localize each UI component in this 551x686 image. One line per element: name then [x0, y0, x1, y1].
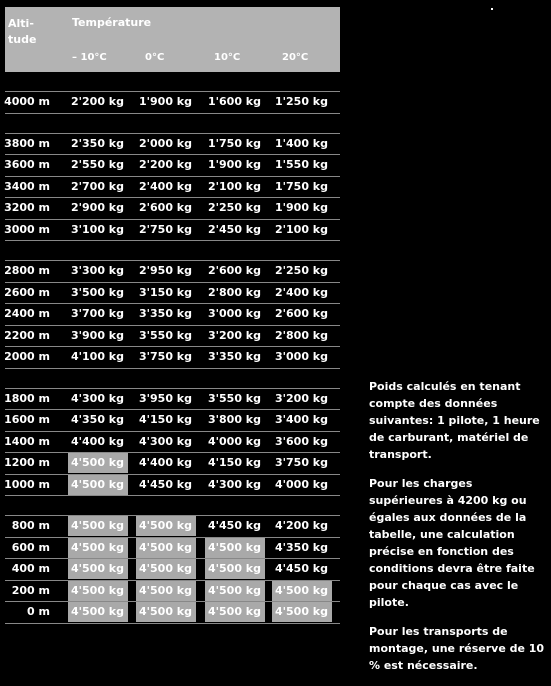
table-row [5, 134, 340, 156]
weight-cell: 2'950 kg [138, 264, 192, 277]
table-row [5, 602, 340, 624]
weight-cell: 4'500 kg [205, 602, 265, 622]
table-row [5, 177, 340, 199]
weight-cell: 3'950 kg [138, 391, 192, 405]
weight-cell: 1'600 kg [207, 95, 261, 108]
col-header-20: 20°C [282, 52, 309, 63]
weight-cell: 4'450 kg [207, 519, 261, 532]
weight-cell: 3'100 kg [70, 222, 124, 236]
group-spacer [5, 496, 340, 516]
weight-cell: 2'800 kg [274, 328, 328, 342]
weight-cell: 1'400 kg [274, 136, 328, 150]
weight-cell: 3'000 kg [207, 307, 261, 320]
weight-cell: 1'250 kg [274, 95, 328, 108]
weight-cell: 4'500 kg [272, 581, 332, 601]
col-header-0: 0°C [145, 52, 165, 63]
weight-cell: 4'500 kg [68, 475, 128, 495]
altitude-cell: 3400 m [4, 179, 50, 193]
weight-cell: 3'350 kg [138, 307, 192, 320]
weight-cell: 2'350 kg [70, 136, 124, 150]
weight-cell: 3'600 kg [274, 434, 328, 448]
weight-cell: 3'350 kg [207, 350, 261, 363]
table-row [5, 283, 340, 305]
weight-cell: 4'000 kg [207, 434, 261, 448]
weight-cell: 3'550 kg [207, 391, 261, 405]
weight-cell: 3'200 kg [207, 328, 261, 342]
table-header [5, 7, 340, 72]
weight-cell: 4'500 kg [68, 559, 128, 579]
altitude-cell: 2800 m [4, 264, 50, 277]
table-row [5, 198, 340, 220]
weight-cell: 1'750 kg [207, 136, 261, 150]
altitude-cell: 1400 m [4, 434, 50, 448]
group-spacer [5, 114, 340, 134]
table-row [5, 389, 340, 411]
weight-cell: 4'500 kg [68, 538, 128, 558]
payload-table [5, 72, 340, 624]
altitude-cell: 1000 m [4, 477, 50, 491]
col-header-minus10: – 10°C [72, 52, 107, 63]
notes [369, 378, 549, 686]
weight-cell: 2'200 kg [70, 95, 124, 108]
weight-cell: 4'000 kg [274, 477, 328, 491]
weight-cell: 1'750 kg [274, 179, 328, 193]
weight-cell: 4'500 kg [68, 581, 128, 601]
weight-cell: 4'100 kg [70, 350, 124, 363]
weight-cell: 4'350 kg [274, 540, 328, 554]
altitude-cell: 2000 m [4, 350, 50, 363]
table-row [5, 475, 340, 497]
table-row [5, 92, 340, 114]
altitude-cell: 400 m [11, 562, 50, 575]
weight-cell: 4'500 kg [136, 602, 196, 622]
table-row [5, 432, 340, 454]
weight-cell: 4'400 kg [138, 456, 192, 469]
table-row [5, 559, 340, 581]
altitude-cell: 1800 m [4, 391, 50, 405]
weight-cell: 2'900 kg [70, 201, 124, 214]
weight-cell: 2'750 kg [138, 222, 192, 236]
col-header-10: 10°C [214, 52, 241, 63]
note-paragraph: Poids calculés en tenant compte des données suivantes: 1 pilote, 1 heure de carburant, matériel de transport. [369, 380, 540, 461]
weight-cell: 4'150 kg [138, 413, 192, 426]
altitude-cell: 3600 m [4, 158, 50, 171]
weight-cell: 3'700 kg [70, 307, 124, 320]
table-row [5, 410, 340, 432]
altitude-cell: 3800 m [4, 136, 50, 150]
weight-cell: 4'500 kg [68, 453, 128, 473]
weight-cell: 4'500 kg [68, 602, 128, 622]
weight-cell: 4'500 kg [136, 538, 196, 558]
weight-cell: 1'900 kg [207, 158, 261, 171]
altitude-cell: 4000 m [4, 95, 50, 108]
table-row [5, 326, 340, 348]
weight-cell: 4'350 kg [70, 413, 124, 426]
weight-cell: 2'600 kg [138, 201, 192, 214]
weight-cell: 2'400 kg [274, 285, 328, 299]
altitude-cell: 600 m [11, 540, 50, 554]
weight-cell: 3'200 kg [274, 391, 328, 405]
table-row [5, 453, 340, 475]
weight-cell: 1'900 kg [138, 95, 192, 108]
table-row [5, 516, 340, 538]
weight-cell: 3'000 kg [274, 350, 328, 363]
altitude-cell: 2600 m [4, 285, 50, 299]
table-row [5, 581, 340, 603]
weight-cell: 4'500 kg [205, 581, 265, 601]
weight-cell: 3'300 kg [70, 264, 124, 277]
weight-cell: 2'250 kg [207, 201, 261, 214]
weight-cell: 2'800 kg [207, 285, 261, 299]
table-row [5, 220, 340, 242]
altitude-cell: 800 m [11, 519, 50, 532]
table-row [5, 347, 340, 369]
table-row [5, 304, 340, 326]
altitude-cell: 3200 m [4, 201, 50, 214]
weight-cell: 4'500 kg [136, 559, 196, 579]
weight-cell: 4'500 kg [136, 581, 196, 601]
group-spacer [5, 369, 340, 389]
weight-cell: 2'200 kg [138, 158, 192, 171]
weight-cell: 4'400 kg [70, 434, 124, 448]
corner-dot [491, 8, 493, 10]
table-row [5, 538, 340, 560]
altitude-cell: 2200 m [4, 328, 50, 342]
weight-cell: 3'750 kg [138, 350, 192, 363]
weight-cell: 4'200 kg [274, 519, 328, 532]
weight-cell: 2'450 kg [207, 222, 261, 236]
weight-cell: 1'550 kg [274, 158, 328, 171]
weight-cell: 2'250 kg [274, 264, 328, 277]
group-spacer [5, 241, 340, 261]
altitude-cell: 1600 m [4, 413, 50, 426]
note-paragraph: Pour les charges supérieures à 4200 kg ou égales aux données de la tabelle, une calculation précise en fonction des conditions devra être faite pour chaque cas avec le pilote. [369, 477, 535, 609]
altitude-cell: 0 m [27, 605, 50, 618]
note-paragraph: Pour les transports de montage, une réserve de 10 % est nécessaire. [369, 625, 545, 672]
weight-cell: 3'500 kg [70, 285, 124, 299]
table-row [5, 155, 340, 177]
weight-cell: 3'150 kg [138, 285, 192, 299]
weight-cell: 4'300 kg [138, 434, 192, 448]
altitude-cell: 3000 m [4, 222, 50, 236]
weight-cell: 4'450 kg [274, 562, 328, 575]
weight-cell: 2'000 kg [138, 136, 192, 150]
weight-cell: 3'900 kg [70, 328, 124, 342]
weight-cell: 4'450 kg [138, 477, 192, 491]
altitude-cell: 2400 m [4, 307, 50, 320]
weight-cell: 4'300 kg [207, 477, 261, 491]
weight-cell: 4'500 kg [68, 516, 128, 536]
weight-cell: 1'900 kg [274, 201, 328, 214]
weight-cell: 4'500 kg [272, 602, 332, 622]
group-spacer [5, 72, 340, 92]
table-row [5, 261, 340, 283]
altitude-cell: 200 m [11, 583, 50, 597]
weight-cell: 3'550 kg [138, 328, 192, 342]
weight-cell: 3'800 kg [207, 413, 261, 426]
weight-cell: 4'300 kg [70, 391, 124, 405]
weight-cell: 2'100 kg [274, 222, 328, 236]
weight-cell: 2'600 kg [274, 307, 328, 320]
weight-cell: 3'400 kg [274, 413, 328, 426]
weight-cell: 4'500 kg [205, 559, 265, 579]
altitude-header: Alti- tude [8, 17, 37, 46]
weight-cell: 3'750 kg [274, 456, 328, 469]
weight-cell: 2'550 kg [70, 158, 124, 171]
weight-cell: 2'100 kg [207, 179, 261, 193]
altitude-cell: 1200 m [4, 456, 50, 469]
weight-cell: 2'700 kg [70, 179, 124, 193]
weight-cell: 4'500 kg [205, 538, 265, 558]
temperature-header: Température [72, 16, 152, 29]
weight-cell: 4'150 kg [207, 456, 261, 469]
weight-cell: 2'400 kg [138, 179, 192, 193]
weight-cell: 4'500 kg [136, 516, 196, 536]
weight-cell: 2'600 kg [207, 264, 261, 277]
